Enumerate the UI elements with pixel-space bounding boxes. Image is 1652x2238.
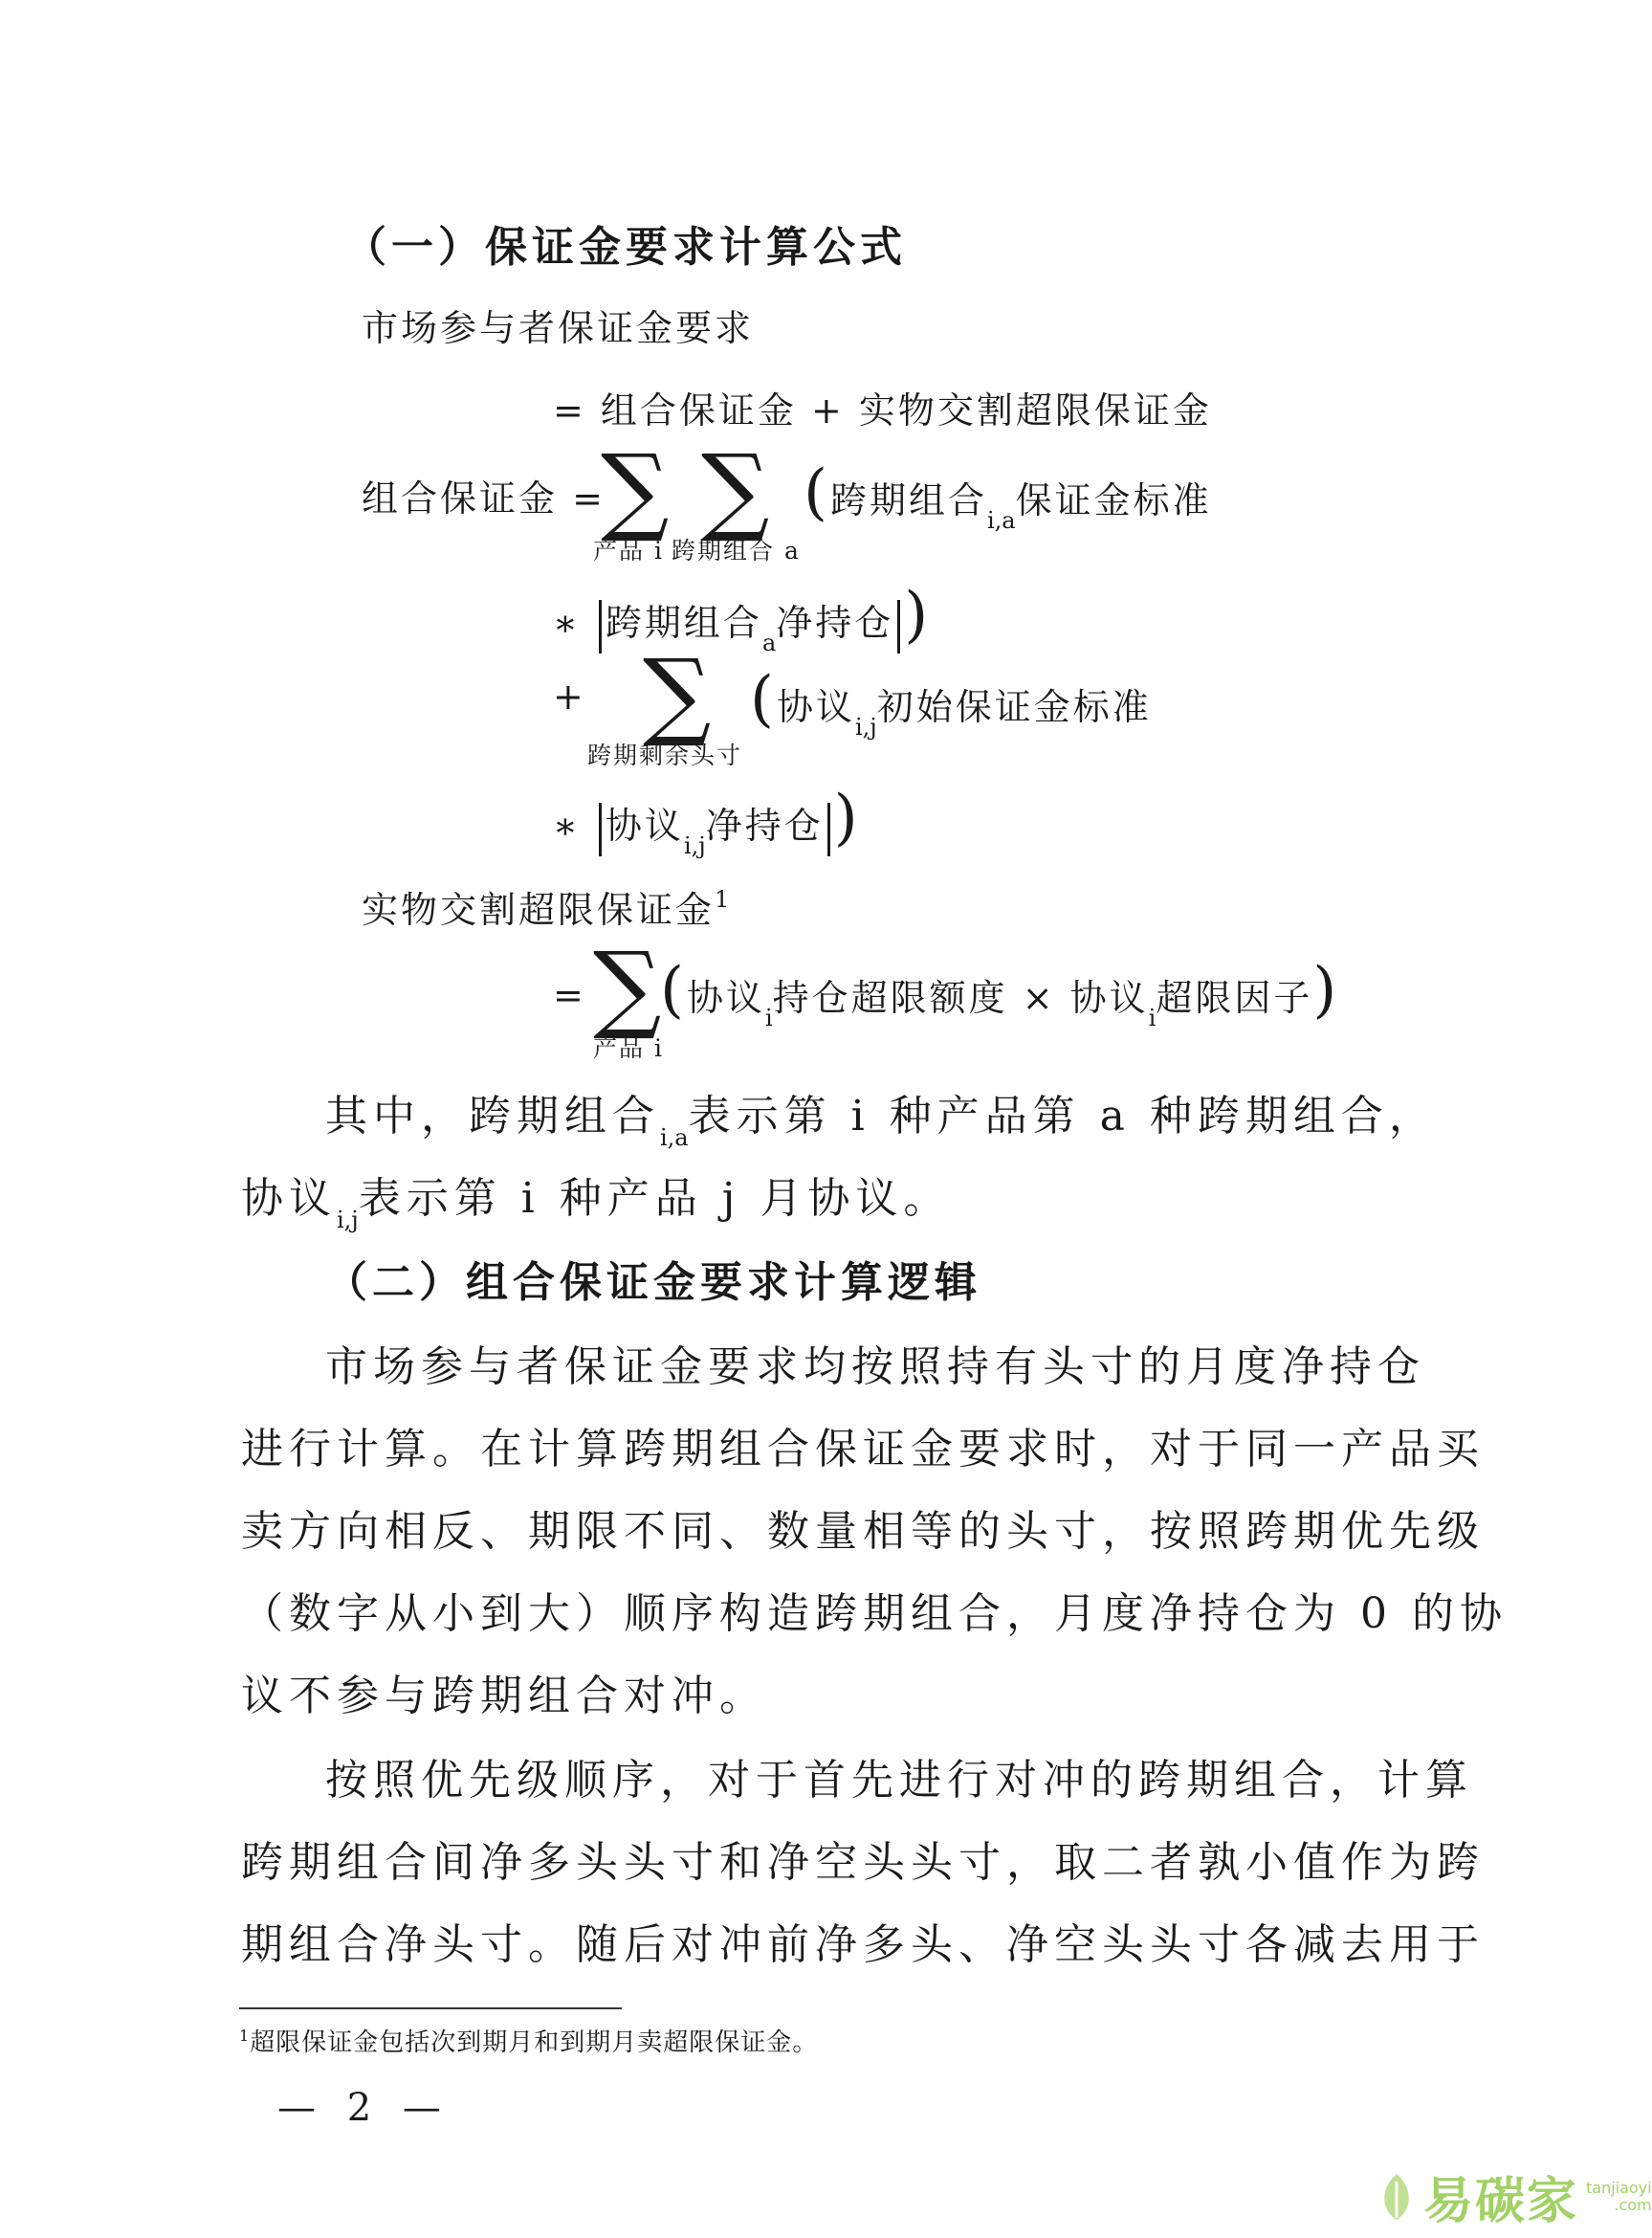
section-heading-2: （二）组合保证金要求计算逻辑 bbox=[325, 1258, 981, 1307]
footnote: $^1$超限保证金包括次到期月和到期月卖超限保证金。 bbox=[239, 2027, 819, 2057]
combo-margin-lhs: 组合保证金 = bbox=[362, 477, 606, 520]
star-line-1: ∗ 跨期组合$_a$净持仓 ) bbox=[553, 580, 932, 656]
agreement-margin-term: (协议$_{i,j}$初始保证金标准 bbox=[750, 664, 1152, 741]
formula-line-1: = 组合保证金 + 实物交割超限保证金 bbox=[553, 389, 1212, 432]
sum-subscript-combos: 跨期组合 a bbox=[672, 537, 801, 565]
para1-line: 议不参与跨期组合对冲。 bbox=[241, 1672, 767, 1720]
leaf-icon bbox=[1377, 2172, 1416, 2222]
para1-line: 卖方向相反、期限不同、数量相等的头寸，按照跨期优先级 bbox=[241, 1507, 1485, 1556]
para1-line: 进行计算。在计算跨期组合保证金要求时，对于同一产品买 bbox=[241, 1425, 1485, 1474]
sum-subscript-products: 产品 i bbox=[593, 537, 664, 565]
delivery-term: (协议$_i$持仓超限额度 × 协议$_i$超限因子) bbox=[660, 955, 1340, 1031]
explain-line-2: 协议$_{i,j}$表示第 i 种产品 j 月协议。 bbox=[241, 1174, 952, 1233]
watermark-domain-top: tanjiaoyi bbox=[1586, 2178, 1652, 2197]
market-margin-label: 市场参与者保证金要求 bbox=[362, 307, 755, 349]
watermark-logo bbox=[1377, 2160, 1652, 2232]
delivery-eq: = bbox=[553, 974, 586, 1016]
para2-line: 期组合净头寸。随后对冲前净多头、净空头头寸各减去用于 bbox=[241, 1920, 1485, 1969]
sum-symbol-combos: ∑ bbox=[701, 433, 770, 545]
sum-symbol-delivery: ∑ bbox=[593, 931, 662, 1043]
delivery-margin-label: 实物交割超限保证金$^1$ bbox=[362, 886, 733, 931]
para2-line: 跨期组合间净多头头寸和净空头头寸，取二者孰小值作为跨 bbox=[241, 1838, 1485, 1887]
star-line-2: ∗ 协议$_{i,j}$净持仓 ) bbox=[553, 783, 861, 859]
plus-sign: + bbox=[553, 676, 586, 718]
star1-sub: a bbox=[761, 630, 777, 656]
watermark-domain-bottom: .com bbox=[1614, 2195, 1652, 2214]
section-heading-1: （一）保证金要求计算公式 bbox=[344, 223, 907, 272]
combo-term-sub: i,a bbox=[986, 507, 1016, 534]
combo-margin-term: (跨期组合$_{i,a}$保证金标准 bbox=[804, 457, 1212, 534]
sum-subscript-residual: 跨期剩余头寸 bbox=[587, 742, 743, 769]
combo-term-pre: 跨期组合 bbox=[829, 479, 987, 521]
explain-line-1: 其中，跨期组合$_{i,a}$表示第 i 种产品第 a 种跨期组合， bbox=[325, 1092, 1437, 1151]
para1-line: （数字从小到大）顺序构造跨期组合，月度净持仓为 0 的协 bbox=[241, 1589, 1508, 1638]
watermark-brand: 易碳家 bbox=[1423, 2173, 1579, 2230]
para1-line: 市场参与者保证金要求均按照持有头寸的月度净持仓 bbox=[325, 1342, 1425, 1391]
sum-symbol-products: ∑ bbox=[601, 433, 670, 545]
page-number: — 2 — bbox=[277, 2086, 451, 2130]
para2-line: 按照优先级顺序，对于首先进行对冲的跨期组合，计算 bbox=[325, 1756, 1473, 1805]
sum-subscript-delivery: 产品 i bbox=[593, 1034, 664, 1062]
combo-term-post: 保证金标准 bbox=[1015, 479, 1212, 521]
star1-term: 跨期组合 bbox=[605, 602, 762, 644]
sum-symbol-residual: ∑ bbox=[643, 638, 712, 750]
footnote-rule bbox=[239, 2007, 622, 2009]
star1-post: 净持仓 bbox=[776, 602, 894, 644]
